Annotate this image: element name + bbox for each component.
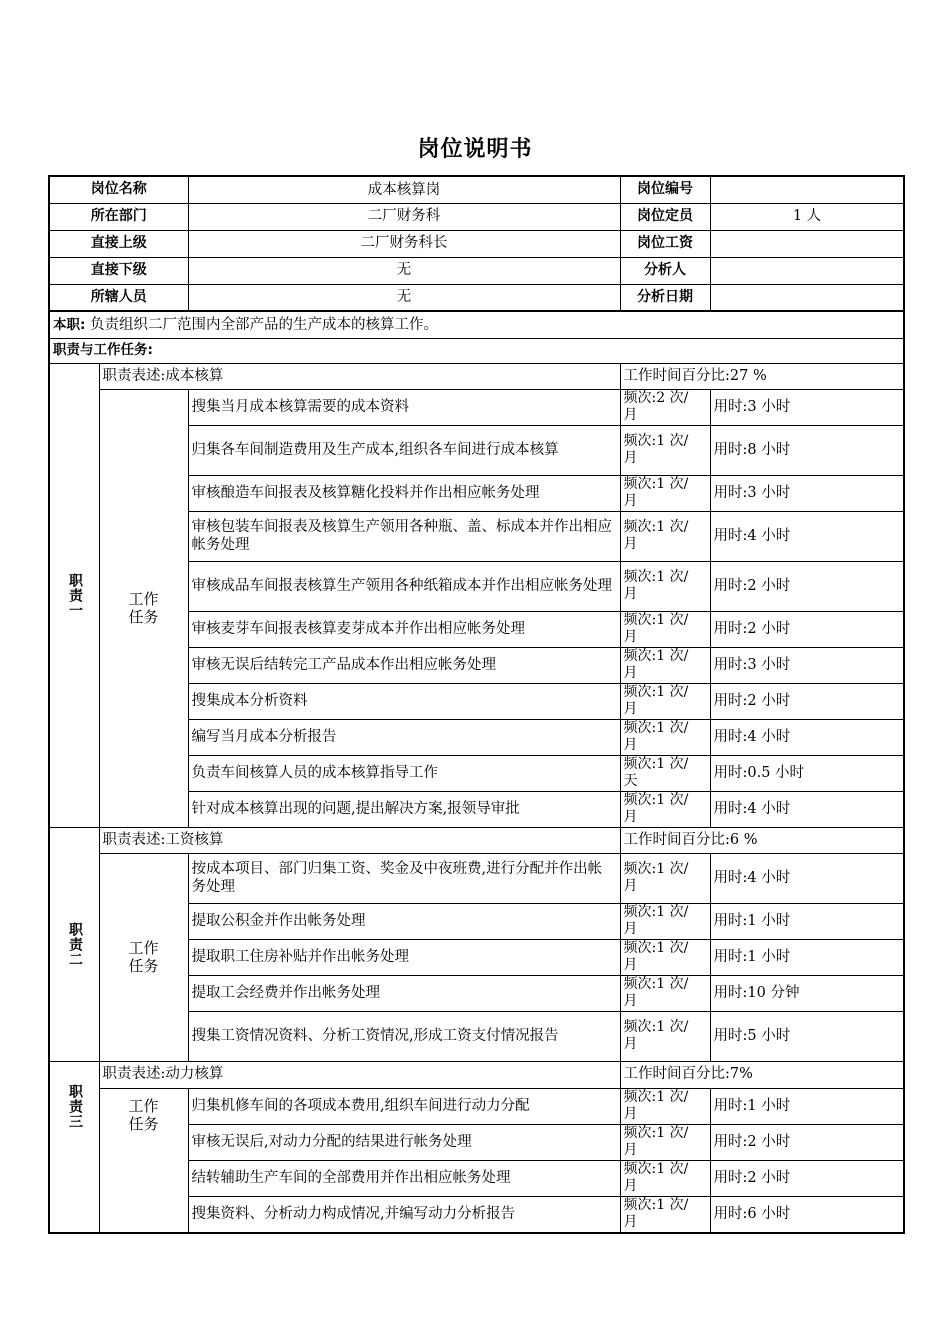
task-frequency: 频次:1 次/ 月 [620, 903, 710, 939]
task-frequency: 频次:1 次/ 月 [620, 425, 710, 475]
task-duration: 用时:3 小时 [710, 647, 904, 683]
field-value: 二厂财务科 [188, 203, 620, 230]
duty-name [49, 363, 99, 827]
work-task-label [99, 1088, 188, 1233]
field-value [710, 176, 904, 203]
task-frequency: 频次:1 次/ 月 [620, 791, 710, 827]
task-duration: 用时:10 分钟 [710, 975, 904, 1011]
field-label: 岗位工资 [620, 230, 710, 257]
task-duration: 用时:2 小时 [710, 1124, 904, 1160]
task-description: 针对成本核算出现的问题,提出解决方案,报领导审批 [188, 791, 620, 827]
work-task-label [99, 853, 188, 1061]
task-row [49, 1088, 904, 1124]
task-frequency: 频次:1 次/ 月 [620, 1088, 710, 1124]
task-description: 编写当月成本分析报告 [188, 719, 620, 755]
task-frequency: 频次:1 次/ 月 [620, 475, 710, 511]
task-frequency: 频次:1 次/ 月 [620, 1196, 710, 1233]
task-description: 搜集工资情况资料、分析工资情况,形成工资支付情况报告 [188, 1011, 620, 1061]
duty-time-percentage: 工作时间百分比:6 % [620, 827, 904, 853]
field-label: 岗位定员 [620, 203, 710, 230]
main-duty-label: 本职: [53, 316, 86, 333]
job-description-table [48, 175, 905, 1234]
task-duration: 用时:6 小时 [710, 1196, 904, 1233]
work-task-text: 工作任务 [128, 1097, 159, 1133]
task-duration: 用时:1 小时 [710, 939, 904, 975]
duty-description: 职责表述:成本核算 [99, 363, 620, 389]
task-frequency: 频次:2 次/ 月 [620, 389, 710, 425]
task-frequency: 频次:1 次/ 月 [620, 1160, 710, 1196]
header-row [49, 230, 904, 257]
field-label: 分析人 [620, 257, 710, 284]
task-description: 归集机修车间的各项成本费用,组织车间进行动力分配 [188, 1088, 620, 1124]
task-duration: 用时:2 小时 [710, 1160, 904, 1196]
field-label: 所辖人员 [49, 284, 188, 311]
task-duration: 用时:3 小时 [710, 389, 904, 425]
duty-time-percentage: 工作时间百分比:7% [620, 1061, 904, 1088]
work-task-text: 工作任务 [128, 590, 159, 626]
field-value: 无 [188, 284, 620, 311]
task-frequency: 频次:1 次/ 月 [620, 939, 710, 975]
task-frequency: 频次:1 次/ 天 [620, 755, 710, 791]
main-duty-text: 负责组织二厂范围内全部产品的生产成本的核算工作。 [85, 316, 439, 333]
duty-time-percentage: 工作时间百分比:27 % [620, 363, 904, 389]
duty-name-text: 职责一 [67, 572, 83, 618]
header-row [49, 257, 904, 284]
task-frequency: 频次:1 次/ 月 [620, 853, 710, 903]
duties-header: 职责与工作任务: [53, 342, 153, 359]
task-duration: 用时:0.5 小时 [710, 755, 904, 791]
field-label: 岗位编号 [620, 176, 710, 203]
field-value [710, 284, 904, 311]
task-description: 归集各车间制造费用及生产成本,组织各车间进行成本核算 [188, 425, 620, 475]
task-frequency: 频次:1 次/ 月 [620, 611, 710, 647]
duty-name-text: 职责二 [67, 921, 83, 967]
duty-description: 职责表述:工资核算 [99, 827, 620, 853]
task-description: 结转辅助生产车间的全部费用并作出相应帐务处理 [188, 1160, 620, 1196]
task-frequency: 频次:1 次/ 月 [620, 1124, 710, 1160]
task-frequency: 频次:1 次/ 月 [620, 647, 710, 683]
task-description: 负责车间核算人员的成本核算指导工作 [188, 755, 620, 791]
task-duration: 用时:4 小时 [710, 791, 904, 827]
field-label: 直接下级 [49, 257, 188, 284]
task-row [49, 853, 904, 903]
field-value: 成本核算岗 [188, 176, 620, 203]
duty-name-text: 职责三 [67, 1084, 83, 1129]
task-description: 提取公积金并作出帐务处理 [188, 903, 620, 939]
work-task-label [99, 389, 188, 827]
task-duration: 用时:2 小时 [710, 683, 904, 719]
task-frequency: 频次:1 次/ 月 [620, 1011, 710, 1061]
task-row [49, 389, 904, 425]
duty-name [49, 827, 99, 1061]
duty-description: 职责表述:动力核算 [99, 1061, 620, 1088]
task-duration: 用时:2 小时 [710, 561, 904, 611]
task-description: 审核无误后结转完工产品成本作出相应帐务处理 [188, 647, 620, 683]
task-frequency: 频次:1 次/ 月 [620, 683, 710, 719]
header-row [49, 176, 904, 203]
duty-name [49, 1061, 99, 1233]
main-duty-row [49, 311, 904, 338]
task-duration: 用时:4 小时 [710, 719, 904, 755]
task-duration: 用时:1 小时 [710, 903, 904, 939]
task-frequency: 频次:1 次/ 月 [620, 561, 710, 611]
task-description: 搜集当月成本核算需要的成本资料 [188, 389, 620, 425]
duties-header-row [49, 338, 904, 363]
field-value [710, 257, 904, 284]
field-label: 分析日期 [620, 284, 710, 311]
task-duration: 用时:5 小时 [710, 1011, 904, 1061]
field-label: 岗位名称 [49, 176, 188, 203]
work-task-text: 工作任务 [128, 939, 159, 975]
task-description: 提取职工住房补贴并作出帐务处理 [188, 939, 620, 975]
task-frequency: 频次:1 次/ 月 [620, 719, 710, 755]
task-duration: 用时:4 小时 [710, 853, 904, 903]
task-description: 提取工会经费并作出帐务处理 [188, 975, 620, 1011]
task-description: 搜集资料、分析动力构成情况,并编写动力分析报告 [188, 1196, 620, 1233]
task-duration: 用时:2 小时 [710, 611, 904, 647]
header-row [49, 284, 904, 311]
task-description: 审核成品车间报表核算生产领用各种纸箱成本并作出相应帐务处理 [188, 561, 620, 611]
task-description: 审核麦芽车间报表核算麦芽成本并作出相应帐务处理 [188, 611, 620, 647]
field-label: 所在部门 [49, 203, 188, 230]
task-description: 按成本项目、部门归集工资、奖金及中夜班费,进行分配并作出帐务处理 [188, 853, 620, 903]
task-description: 搜集成本分析资料 [188, 683, 620, 719]
task-duration: 用时:1 小时 [710, 1088, 904, 1124]
task-description: 审核包装车间报表及核算生产领用各种瓶、盖、标成本并作出相应帐务处理 [188, 511, 620, 561]
document-title: 岗位说明书 [417, 137, 533, 162]
field-value: 二厂财务科长 [188, 230, 620, 257]
task-duration: 用时:3 小时 [710, 475, 904, 511]
field-label: 直接上级 [49, 230, 188, 257]
field-value: 1 人 [710, 203, 904, 230]
field-value [710, 230, 904, 257]
task-description: 审核无误后,对动力分配的结果进行帐务处理 [188, 1124, 620, 1160]
task-frequency: 频次:1 次/ 月 [620, 975, 710, 1011]
task-duration: 用时:4 小时 [710, 511, 904, 561]
task-duration: 用时:8 小时 [710, 425, 904, 475]
field-value: 无 [188, 257, 620, 284]
task-description: 审核酿造车间报表及核算糖化投料并作出相应帐务处理 [188, 475, 620, 511]
header-row [49, 203, 904, 230]
task-frequency: 频次:1 次/ 月 [620, 511, 710, 561]
